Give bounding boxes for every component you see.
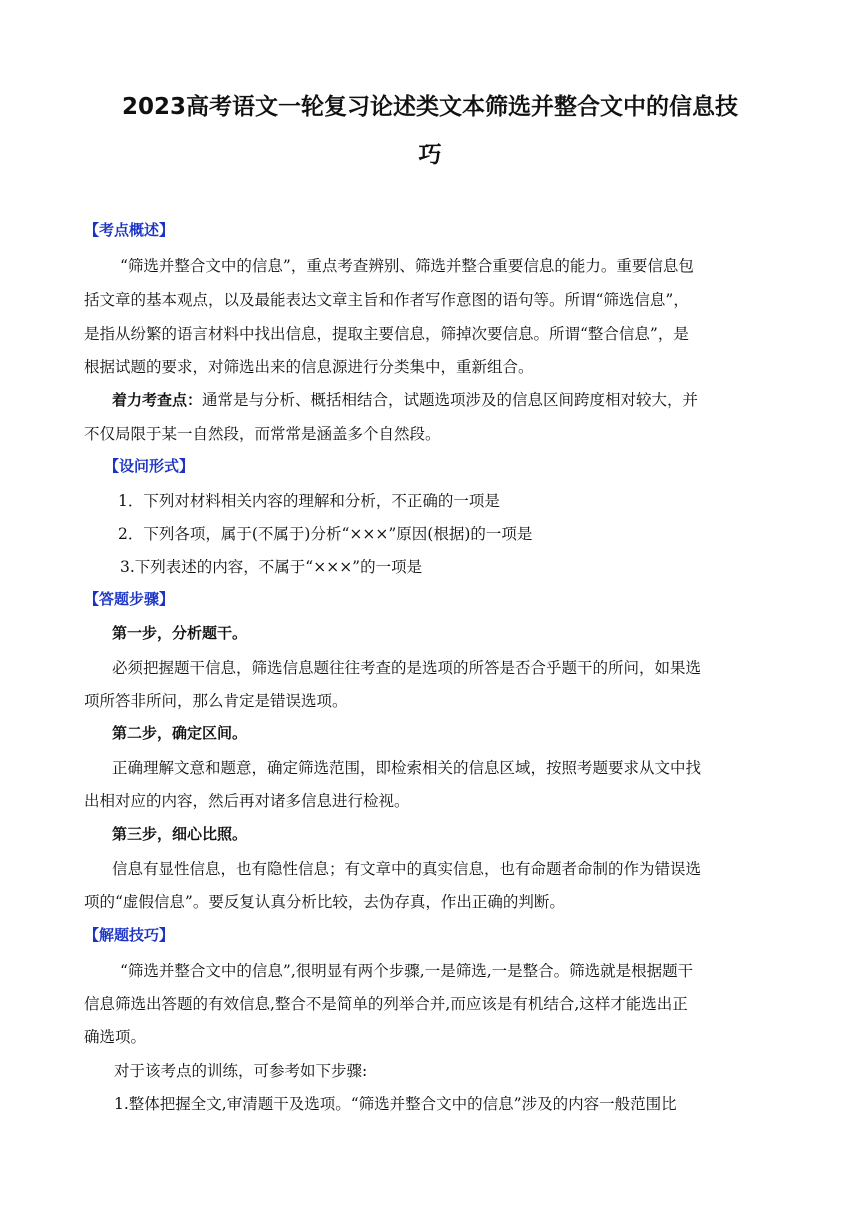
- overview-paragraph-line: 根据试题的要求，对筛选出来的信息源进行分类集中，重新组合。: [84, 358, 534, 376]
- question-form-item: 3.下列表述的内容，不属于“×××”的一项是: [120, 558, 423, 576]
- document-title-line-1: 2023高考语文一轮复习论述类文本筛选并整合文中的信息技: [121, 94, 738, 120]
- step-2-text-line: 出相对应的内容，然后再对诸多信息进行检视。: [84, 792, 410, 810]
- techniques-paragraph-3: 1.整体把握全文,审清题干及选项。“筛选并整合文中的信息”涉及的内容一般范围比: [114, 1095, 677, 1113]
- focus-text-line-2: 不仅局限于某一自然段，而常常是涵盖多个自然段。: [84, 425, 441, 443]
- overview-paragraph-line: 括文章的基本观点，以及最能表达文章主旨和作者写作意图的语句等。所谓“筛选信息”，: [84, 291, 689, 309]
- question-form-item: 2．下列各项，属于(不属于)分析“×××”原因(根据)的一项是: [118, 525, 533, 543]
- step-1-title: 第一步，分析题干。: [112, 624, 248, 642]
- document-title-line-2: 巧: [418, 142, 442, 168]
- section-heading-steps: 【答题步骤】: [84, 590, 175, 608]
- step-3-text-line: 项的“虚假信息”。要反复认真分析比较，去伪存真，作出正确的判断。: [84, 893, 565, 911]
- focus-text: 通常是与分析、概括相结合，试题选项涉及的信息区间跨度相对较大，并: [202, 391, 699, 409]
- step-2-text-line: 正确理解文意和题意，确定筛选范围，即检索相关的信息区域，按照考题要求从文中找: [112, 759, 702, 777]
- focus-label: 着力考查点：: [112, 391, 203, 409]
- step-3-text-line: 信息有显性信息，也有隐性信息；有文章中的真实信息，也有命题者命制的作为错误选: [112, 860, 702, 878]
- techniques-paragraph-2: 对于该考点的训练，可参考如下步骤:: [114, 1062, 368, 1080]
- step-3-title: 第三步，细心比照。: [112, 825, 248, 843]
- step-2-title: 第二步，确定区间。: [112, 724, 248, 742]
- focus-line: [112, 388, 698, 410]
- techniques-paragraph-line: 信息筛选出答题的有效信息,整合不是简单的列举合并,而应该是有机结合,这样才能选出正: [84, 995, 688, 1013]
- overview-paragraph-line: 是指从纷繁的语言材料中找出信息，提取主要信息，筛掉次要信息。所谓“整合信息”，是: [84, 325, 689, 343]
- section-heading-overview: 【考点概述】: [84, 221, 175, 239]
- overview-paragraph-line: “筛选并整合文中的信息”，重点考查辨别、筛选并整合重要信息的能力。重要信息包: [120, 257, 694, 275]
- step-1-text-line: 项所答非所问，那么肯定是错误选项。: [84, 692, 348, 710]
- techniques-paragraph-line: 确选项。: [84, 1028, 147, 1046]
- step-1-text-line: 必须把握题干信息，筛选信息题往往考查的是选项的所答是否合乎题干的所问，如果选: [112, 659, 702, 677]
- section-heading-question-forms: 【设问形式】: [104, 457, 195, 475]
- question-form-item: 1．下列对材料相关内容的理解和分析，不正确的一项是: [118, 492, 500, 510]
- techniques-paragraph-line: “筛选并整合文中的信息”,很明显有两个步骤,一是筛选,一是整合。筛选就是根据题干: [120, 962, 694, 980]
- section-heading-techniques: 【解题技巧】: [84, 926, 175, 944]
